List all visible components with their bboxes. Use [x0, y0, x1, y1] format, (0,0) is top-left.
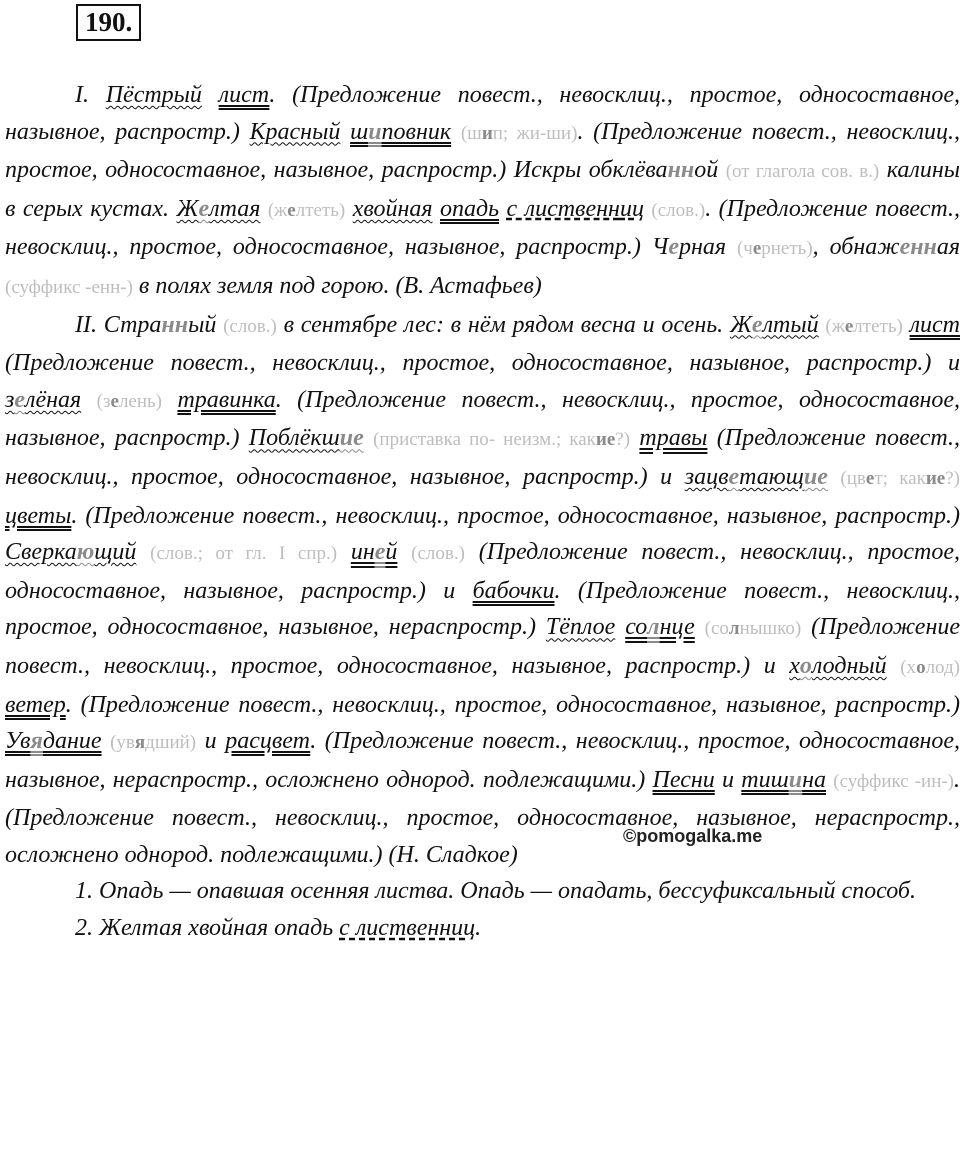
text-run: . (Предложение повест., невосклиц., простое, односоставное, назывное, нераспростр.) — [5, 577, 960, 641]
marked-word-part: лист — [218, 82, 270, 108]
marked-word-part: на — [802, 766, 827, 793]
marked-word-part: (цв — [840, 467, 866, 489]
marked-word-part: е — [752, 238, 762, 260]
paragraph-2 — [5, 307, 960, 874]
text-run — [615, 614, 625, 640]
marked-word-part: х — [789, 652, 800, 679]
marked-word-part: нн — [667, 157, 695, 184]
marked-word-part: я — [30, 728, 43, 755]
marked-word-part: Ж — [729, 311, 752, 338]
marked-word-part: расцвет — [225, 728, 311, 755]
text-run: . (Предложение повест., невосклиц., простое, односоставное, назывное, распростр.) — [65, 691, 960, 718]
marked-word-part: с лиственн — [506, 195, 620, 222]
marked-word-part: ие — [339, 425, 364, 452]
marked-word-part: (суффикс -ин-) — [833, 770, 955, 792]
marked-word-part: лёная — [25, 386, 82, 413]
marked-word-part: й — [385, 539, 398, 566]
text-run — [433, 196, 440, 222]
marked-word-part: (слов.) — [411, 543, 465, 565]
marked-word-part: о — [916, 656, 926, 678]
text-run — [345, 196, 352, 222]
marked-word-part: лод) — [925, 656, 960, 678]
marked-word-part: травинка — [177, 386, 276, 413]
text-run: 2. Желтая хвойная опадь — [75, 915, 340, 942]
marked-word-part: о — [799, 652, 812, 679]
marked-word-part: (х — [900, 656, 917, 678]
list-item-1 — [5, 873, 960, 910]
marked-word-part: е — [751, 311, 763, 338]
text-run: . (Предложение повест., невосклиц., простое, односоставное, назывное, нераспростр., осложнено однород. подлежащими.) (Н. Сладкое) — [5, 766, 960, 868]
marked-word-part: (ж — [267, 199, 288, 221]
marked-word-part: (от глагола сов. в.) — [725, 161, 880, 183]
text-run: ой — [694, 157, 726, 184]
marked-word-part: ие — [803, 463, 828, 490]
text-run — [337, 539, 351, 565]
exercise-number: 190. — [76, 4, 141, 41]
marked-word-part: цветы — [5, 502, 72, 529]
marked-word-part: ?) — [615, 429, 631, 451]
marked-word-part: зацв — [684, 463, 729, 490]
marked-word-part: е — [110, 390, 119, 412]
paragraph-1 — [5, 77, 960, 307]
text-run — [102, 728, 111, 754]
text-run: (Предложение повест., невосклиц., простое, односоставное, назывное, распростр.) и — [5, 539, 960, 604]
marked-word-part: тающ — [739, 463, 804, 490]
text-run: ая — [936, 234, 960, 261]
marked-word-part: (ч — [736, 238, 753, 260]
marked-word-part: со — [625, 614, 648, 641]
marked-word-part: лень) — [118, 390, 163, 412]
marked-word-part: е — [14, 386, 26, 413]
marked-word-part: Поблёкш — [248, 425, 340, 452]
text-run — [887, 653, 901, 679]
marked-word-part: опадь — [439, 195, 500, 222]
text-run: калины в серых кустах. — [5, 157, 960, 222]
marked-word-part: с лиственниц — [339, 915, 476, 942]
marked-word-part: е — [844, 315, 854, 337]
text-run: . (Предложение повест., невосклиц., простое, односоставное, назывное, распростр.) — [5, 386, 960, 452]
list-item-2 — [5, 910, 960, 947]
marked-word-part: я — [134, 732, 146, 754]
text-run: . (Предложение повест., невосклиц., простое, односоставное, назывное, распростр.) — [71, 502, 960, 529]
marked-word-part: нышко) — [739, 618, 802, 640]
text-run — [162, 387, 177, 413]
marked-word-part: и — [368, 118, 382, 145]
marked-word-part: (слов.) — [651, 199, 706, 221]
marked-word-part: Ж — [176, 195, 199, 222]
text-run: (Предложение повест., невосклиц., простое, односоставное, назывное, распростр.) и — [5, 350, 960, 377]
text-run: (Предложение повест., невосклиц., простое, односоставное, назывное, распростр.) и — [5, 614, 960, 679]
text-run: I. — [75, 82, 106, 108]
exercise-text — [5, 77, 960, 947]
marked-word-part: ин — [350, 539, 375, 566]
marked-word-part: (ув — [110, 732, 135, 754]
marked-word-part: е — [865, 467, 875, 489]
text-run — [202, 82, 219, 108]
text-run — [260, 196, 267, 222]
text-run: и — [196, 728, 226, 755]
marked-word-part: Пёстрый — [105, 82, 202, 108]
marked-word-part: ю — [76, 539, 95, 566]
text-run — [828, 464, 841, 490]
marked-word-part: нн — [161, 311, 189, 338]
marked-word-part: л — [647, 614, 660, 641]
marked-word-part: е — [198, 195, 210, 222]
marked-word-part: е — [374, 539, 386, 566]
marked-word-part: рнеть) — [761, 238, 813, 260]
marked-word-part: (ш — [460, 122, 482, 144]
text-run: . (Предложение повест., невосклиц., простое, односоставное, назывное, распростр.) Искры обклёва — [5, 118, 960, 184]
text-run: , обнаж — [812, 234, 900, 261]
marked-word-part: Сверка — [5, 539, 77, 566]
watermark: ©pomogalka.me — [623, 826, 763, 846]
marked-word-part: енн — [899, 234, 937, 261]
marked-word-part: т; как — [874, 467, 926, 489]
text-run: . (Предложение повест., невосклиц., простое, односоставное, назывное, нераспростр., осложнено однород. подлежащими.) — [5, 728, 960, 793]
marked-word-part: п; жи-ши) — [492, 122, 578, 144]
text-run — [903, 312, 910, 338]
text-run: . (Предложение повест., невосклиц., простое, односоставное, назывное, распростр.) — [5, 82, 960, 145]
text-run — [451, 119, 461, 145]
marked-word-part: лтеть) — [853, 315, 903, 337]
text-run — [630, 425, 639, 451]
marked-word-part: ие — [595, 429, 616, 451]
marked-word-part: повник — [381, 118, 452, 145]
marked-word-part: лодный — [811, 652, 887, 679]
marked-word-part: лтая — [209, 195, 261, 222]
marked-word-part: ие — [925, 467, 946, 489]
text-run — [364, 425, 373, 451]
text-run: . (Предложение повест., невосклиц., простое, односоставное, назывное, распростр.) Ч — [5, 195, 960, 261]
text-run: . — [475, 915, 482, 942]
marked-word-part: травы — [639, 425, 708, 452]
marked-word-part: (ж — [825, 315, 845, 337]
marked-word-part: лтый — [762, 311, 819, 338]
text-run: в полях земля под горою. (В. Астафьев) — [132, 272, 542, 299]
marked-word-part: е — [287, 199, 296, 221]
text-run: рная — [678, 234, 737, 261]
marked-word-part: Ув — [5, 728, 31, 755]
marked-word-part: (слов.; от гл. I спр.) — [150, 543, 338, 565]
text-run: ый — [188, 311, 224, 338]
marked-word-part: з — [5, 386, 15, 413]
marked-word-part: е — [728, 463, 740, 490]
marked-word-part: ветер — [5, 691, 66, 718]
marked-word-part: Красный — [249, 118, 341, 145]
text-run — [340, 119, 350, 145]
marked-word-part: е — [668, 234, 679, 261]
marked-word-part: Песни — [652, 766, 715, 793]
marked-word-part: дание — [42, 728, 102, 755]
marked-word-part: ш — [350, 118, 369, 145]
marked-word-part: Тёплое — [545, 614, 616, 641]
marked-word-part: дший) — [145, 732, 197, 754]
marked-word-part: тиш — [741, 766, 789, 793]
marked-word-part: лист — [909, 311, 960, 338]
text-run: 1. Опадь — опавшая осенняя листва. Опадь — опадать, бессуфиксальный способ. — [75, 878, 916, 905]
text-run: и — [714, 766, 742, 793]
marked-word-part: л — [728, 618, 740, 640]
text-run — [499, 196, 506, 222]
marked-word-part: (суффикс -енн-) — [5, 276, 133, 298]
marked-word-part: иц — [619, 195, 644, 222]
marked-word-part: (приставка по- неизм.; как — [373, 429, 596, 451]
text-run — [695, 614, 705, 640]
text-run: II. Стра — [75, 311, 162, 338]
marked-word-part: (со — [704, 618, 729, 640]
marked-word-part: ?) — [945, 467, 960, 489]
marked-word-part: лтеть) — [295, 199, 346, 221]
marked-word-part: бабочки — [472, 577, 555, 604]
text-run — [136, 539, 150, 565]
text-run — [81, 387, 96, 413]
marked-word-part: (з — [96, 390, 111, 412]
marked-word-part: и — [788, 766, 803, 793]
text-run: (Предложение повест., невосклиц., простое, односоставное, назывное, распростр.) и — [5, 425, 960, 490]
text-run — [397, 539, 411, 565]
marked-word-part: (слов.) — [223, 315, 277, 337]
text-run: в сентябре лес: в нём рядом весна и осень. — [276, 311, 730, 338]
marked-word-part: и — [481, 122, 493, 144]
marked-word-part: нце — [659, 614, 695, 641]
marked-word-part: щий — [94, 539, 137, 566]
marked-word-part: хвойная — [352, 195, 433, 222]
